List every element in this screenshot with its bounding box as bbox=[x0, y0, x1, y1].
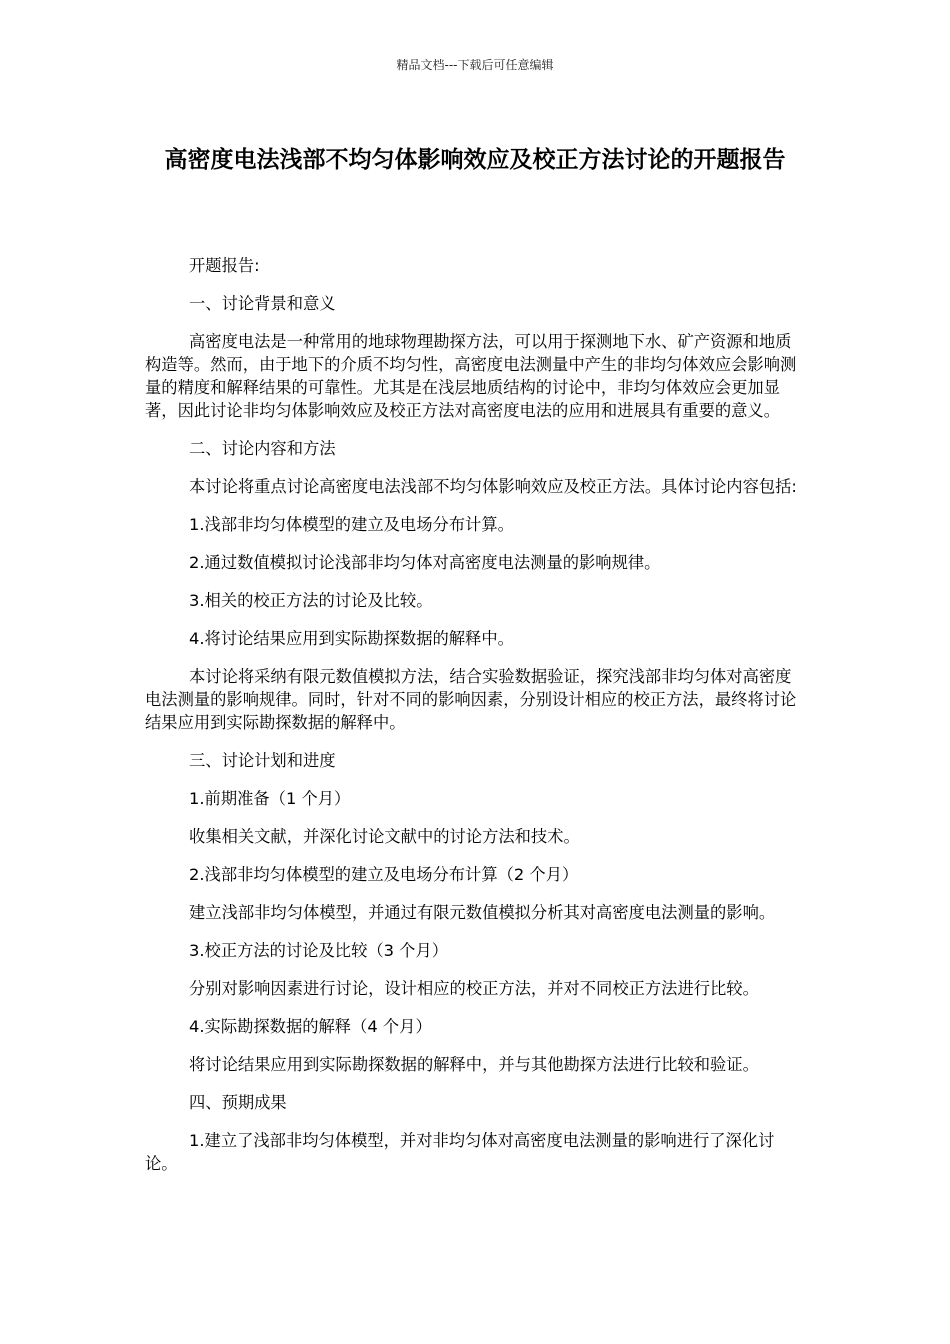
plan-step-1-detail: 收集相关文献，并深化讨论文献中的讨论方法和技术。 bbox=[189, 827, 580, 846]
plan-step-4: 4.实际勘探数据的解释（4 个月） bbox=[189, 1017, 432, 1036]
paragraph-method: 本讨论将采纳有限元数值模拟方法，结合实验数据验证，探究浅部非均匀体对高密度电法测量的影响规律。同时，针对不同的影响因素，分别设计相应的校正方法，最终将讨论结果应用到实际勘探数据的解释中。 bbox=[145, 667, 797, 732]
document-title: 高密度电法浅部不均匀体影响效应及校正方法讨论的开题报告 bbox=[164, 147, 786, 173]
document-body bbox=[145, 254, 805, 1190]
section-heading-plan: 三、讨论计划和进度 bbox=[189, 751, 336, 770]
plan-step-4-detail: 将讨论结果应用到实际勘探数据的解释中，并与其他勘探方法进行比较和验证。 bbox=[189, 1055, 759, 1074]
outcome-item-1: 1.建立了浅部非均匀体模型，并对非均匀体对高密度电法测量的影响进行了深化讨论。 bbox=[145, 1131, 775, 1173]
section-heading-background: 一、讨论背景和意义 bbox=[189, 294, 336, 313]
list-item-content-3: 3.相关的校正方法的讨论及比较。 bbox=[189, 591, 433, 610]
list-item-content-2: 2.通过数值模拟讨论浅部非均匀体对高密度电法测量的影响规律。 bbox=[189, 553, 661, 572]
plan-step-3-detail: 分别对影响因素进行讨论，设计相应的校正方法，并对不同校正方法进行比较。 bbox=[189, 979, 759, 998]
list-item-content-1: 1.浅部非均匀体模型的建立及电场分布计算。 bbox=[189, 515, 514, 534]
plan-step-3: 3.校正方法的讨论及比较（3 个月） bbox=[189, 941, 449, 960]
plan-step-1: 1.前期准备（1 个月） bbox=[189, 789, 351, 808]
paragraph-content-intro: 本讨论将重点讨论高密度电法浅部不均匀体影响效应及校正方法。具体讨论内容包括: bbox=[189, 477, 797, 496]
plan-step-2: 2.浅部非均匀体模型的建立及电场分布计算（2 个月） bbox=[189, 865, 579, 884]
section-heading-content-method: 二、讨论内容和方法 bbox=[189, 439, 336, 458]
list-item-content-4: 4.将讨论结果应用到实际勘探数据的解释中。 bbox=[189, 629, 514, 648]
page-header: 精品文档---下载后可任意编辑 bbox=[396, 58, 554, 72]
plan-step-2-detail: 建立浅部非均匀体模型，并通过有限元数值模拟分析其对高密度电法测量的影响。 bbox=[189, 903, 776, 922]
paragraph-report-label: 开题报告: bbox=[189, 256, 260, 275]
section-heading-outcomes: 四、预期成果 bbox=[189, 1093, 287, 1112]
paragraph-background: 高密度电法是一种常用的地球物理勘探方法，可以用于探测地下水、矿产资源和地质构造等。然而，由于地下的介质不均匀性，高密度电法测量中产生的非均匀体效应会影响测量的精度和解释结果的可靠性。尤其是在浅层地质结构的讨论中，非均匀体效应会更加显著，因此讨论非均匀体影响效应及校正方法对高密度电法的应用和进展具有重要的意义。 bbox=[145, 332, 797, 420]
